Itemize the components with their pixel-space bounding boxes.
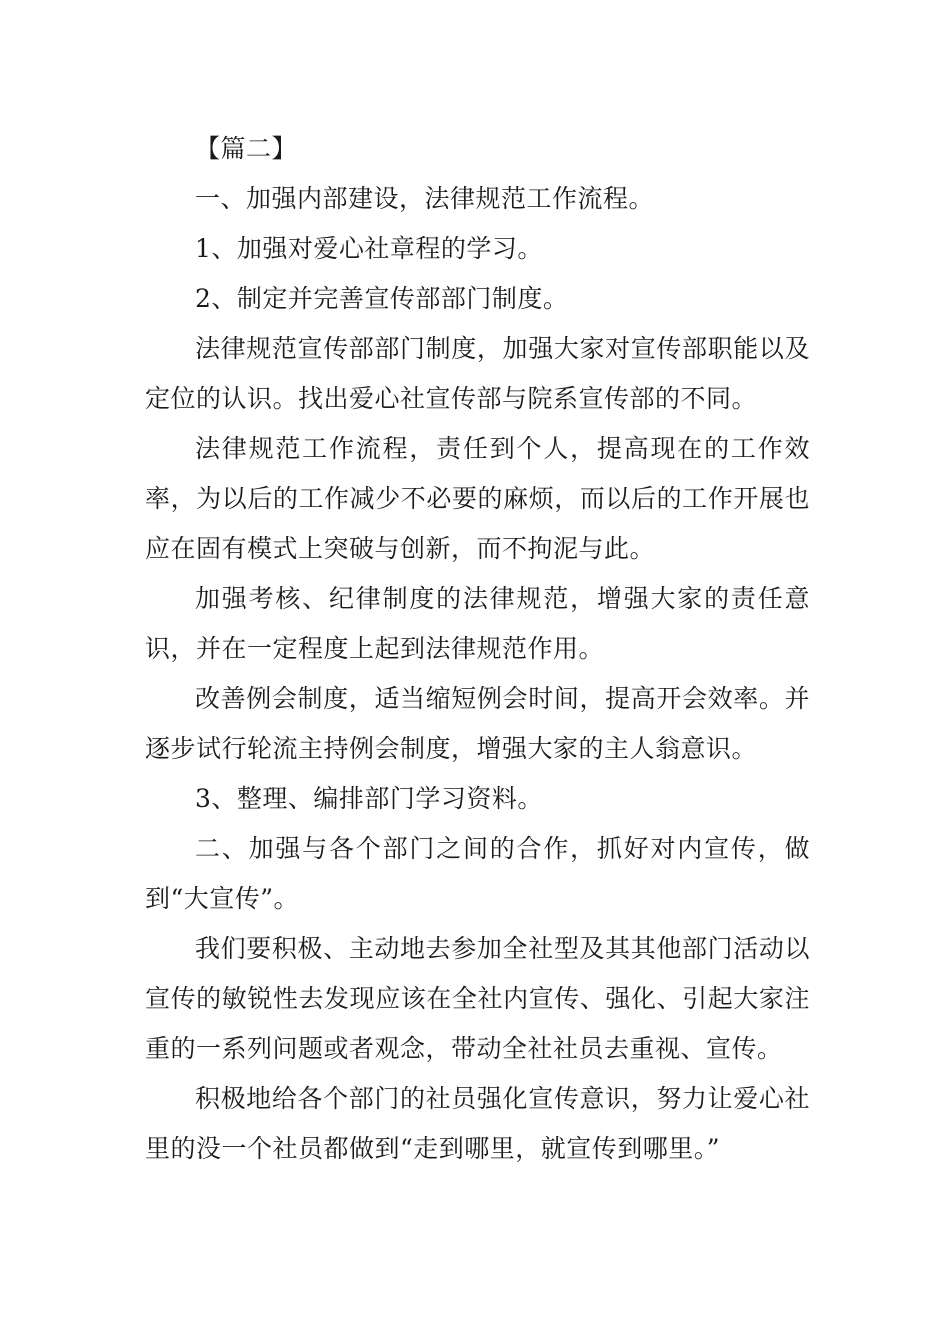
document-body [145, 124, 810, 1174]
section-heading: 【篇二】 [195, 134, 298, 163]
paragraph-participation: 我们要积极、主动地去参加全社型及其其他部门活动以宣传的敏锐性去发现应该在全社内宣传、强化、引起大家注重的一系列问题或者观念，带动全社社员去重视、宣传。 [145, 934, 810, 1063]
paragraph-meetings: 改善例会制度，适当缩短例会时间，提高开会效率。并逐步试行轮流主持例会制度，增强大家的主人翁意识。 [145, 684, 810, 763]
item-1: 1、加强对爱心社章程的学习。 [195, 234, 543, 263]
paragraph-workflow: 法律规范工作流程，责任到个人，提高现在的工作效率，为以后的工作减少不必要的麻烦，而以后的工作开展也应在固有模式上突破与创新，而不拘泥与此。 [145, 434, 810, 563]
paragraph-department-rules: 法律规范宣传部部门制度，加强大家对宣传部职能以及定位的认识。找出爱心社宣传部与院系宣传部的不同。 [145, 334, 810, 413]
paragraph-assessment: 加强考核、纪律制度的法律规范，增强大家的责任意识，并在一定程度上起到法律规范作用。 [145, 584, 810, 663]
paragraph-awareness: 积极地给各个部门的社员强化宣传意识，努力让爱心社里的没一个社员都做到“走到哪里，就宣传到哪里。” [145, 1084, 810, 1163]
item-3: 3、整理、编排部门学习资料。 [195, 784, 543, 813]
heading-part-two: 二、加强与各个部门之间的合作，抓好对内宣传，做到“大宣传”。 [145, 834, 810, 913]
item-2: 2、制定并完善宣传部部门制度。 [195, 284, 569, 313]
heading-part-one: 一、加强内部建设，法律规范工作流程。 [195, 184, 655, 213]
